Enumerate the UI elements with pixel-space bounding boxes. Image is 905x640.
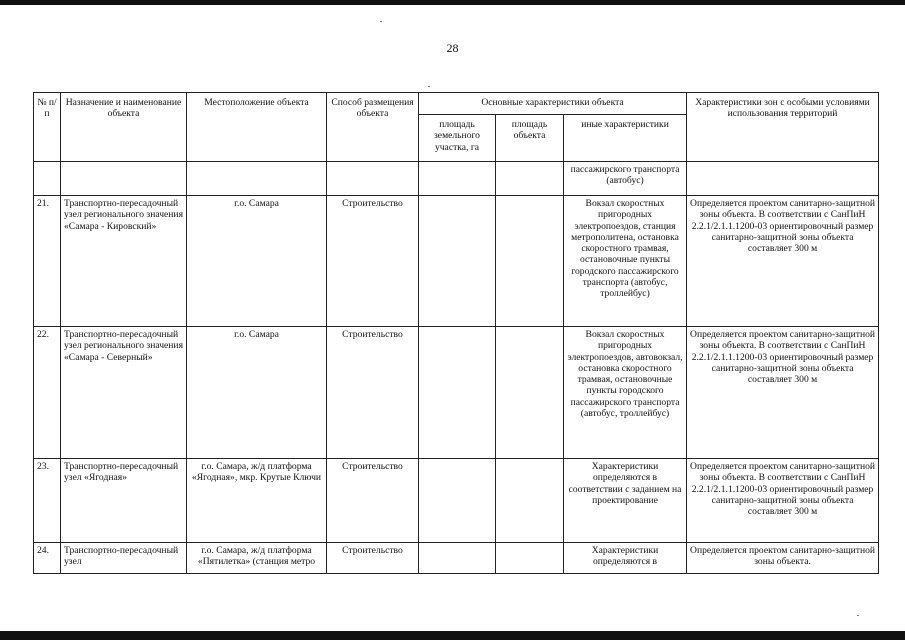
col-header-other-chars: иные характеристики [564, 115, 687, 162]
table-cell [61, 162, 187, 196]
table-row [34, 327, 879, 459]
cell-zones: Определяется проектом санитарно-защитной зоны объекта. В соответствии с СанПиН 2.2.1/2.1.1.1200-03 ориентировочный размер санитарно-защитной зоны объекта составляет 300 м [687, 459, 879, 543]
header-row [34, 93, 879, 115]
cell-method: Строительство [327, 459, 419, 543]
table-cell [687, 162, 879, 196]
cell-name: Транспортно-пересадочный узел «Ягодная» [61, 459, 187, 543]
cell-land-area [419, 327, 496, 459]
col-header-num: № п/п [34, 93, 61, 162]
objects-table [33, 92, 879, 574]
col-header-obj-area: площадь объекта [496, 115, 564, 162]
cell-other-chars: Вокзал скоростных пригородных электропоездов, станция метрополитена, остановка скоростного трамвая, остановочные пункты городского пассажирского транспорта (автобус, троллейбус) [564, 196, 687, 327]
cell-obj-area [496, 327, 564, 459]
table-cell [34, 162, 61, 196]
cell-num: 23. [34, 459, 61, 543]
cell-other-chars: Характеристики определяются в [564, 543, 687, 574]
table-cell [327, 162, 419, 196]
cell-name: Транспортно-пересадочный узел регионального значения «Самара - Северный» [61, 327, 187, 459]
table-row-continuation [34, 162, 879, 196]
cell-zones: Определяется проектом санитарно-защитной зоны объекта. [687, 543, 879, 574]
cell-other-chars: Вокзал скоростных пригородных электропоездов, автовокзал, остановка скоростного трамвая, остановочные пункты городского пассажирского транспорта (автобус, троллейбус) [564, 327, 687, 459]
cell-name: Транспортно-пересадочный узел регионального значения «Самара - Кировский» [61, 196, 187, 327]
cell-other-chars: Характеристики определяются в соответствии с заданием на проектирование [564, 459, 687, 543]
table-row [34, 543, 879, 574]
scan-bottom-border [0, 631, 905, 640]
cell-num: 22. [34, 327, 61, 459]
cell-zones: Определяется проектом санитарно-защитной зоны объекта. В соответствии с СанПиН 2.2.1/2.1.1.1200-03 ориентировочный размер санитарно-защитной зоны объекта составляет 300 м [687, 327, 879, 459]
cell-method: Строительство [327, 196, 419, 327]
cell-num: 21. [34, 196, 61, 327]
col-header-location: Местоположение объекта [187, 93, 327, 162]
cell-location: г.о. Самара, ж/д платформа «Ягодная», мкр. Крутые Ключи [187, 459, 327, 543]
scan-top-border [0, 0, 905, 5]
col-header-method: Способ размещения объекта [327, 93, 419, 162]
table-row [34, 459, 879, 543]
cell-name: Транспортно-пересадочный узел [61, 543, 187, 574]
table-cell [419, 162, 496, 196]
col-header-main-chars: Основные характеристики объекта [419, 93, 687, 115]
cell-method: Строительство [327, 327, 419, 459]
cell-location: г.о. Самара [187, 196, 327, 327]
cell-land-area [419, 543, 496, 574]
cell-land-area [419, 459, 496, 543]
table-cell [187, 162, 327, 196]
page-number: 28 [446, 41, 459, 55]
cell-other-chars: пассажирского транспорта (автобус) [564, 162, 687, 196]
cell-land-area [419, 196, 496, 327]
cell-location: г.о. Самара [187, 327, 327, 459]
cell-obj-area [496, 196, 564, 327]
scan-speck [428, 86, 430, 87]
col-header-zones: Характеристики зон с особыми условиями использования территорий [687, 93, 879, 162]
cell-method: Строительство [327, 543, 419, 574]
cell-zones: Определяется проектом санитарно-защитной зоны объекта. В соответствии с СанПиН 2.2.1/2.1.1.1200-03 ориентировочный размер санитарно-защитной зоны объекта составляет 300 м [687, 196, 879, 327]
scan-speck [380, 21, 382, 22]
scan-speck [857, 615, 859, 616]
cell-num: 24. [34, 543, 61, 574]
col-header-name: Назначение и наименование объекта [61, 93, 187, 162]
table-row [34, 196, 879, 327]
cell-location: г.о. Самара, ж/д платформа «Пятилетка» (станция метро [187, 543, 327, 574]
table-cell [496, 162, 564, 196]
col-header-land-area: площадь земельного участка, га [419, 115, 496, 162]
cell-obj-area [496, 459, 564, 543]
cell-obj-area [496, 543, 564, 574]
